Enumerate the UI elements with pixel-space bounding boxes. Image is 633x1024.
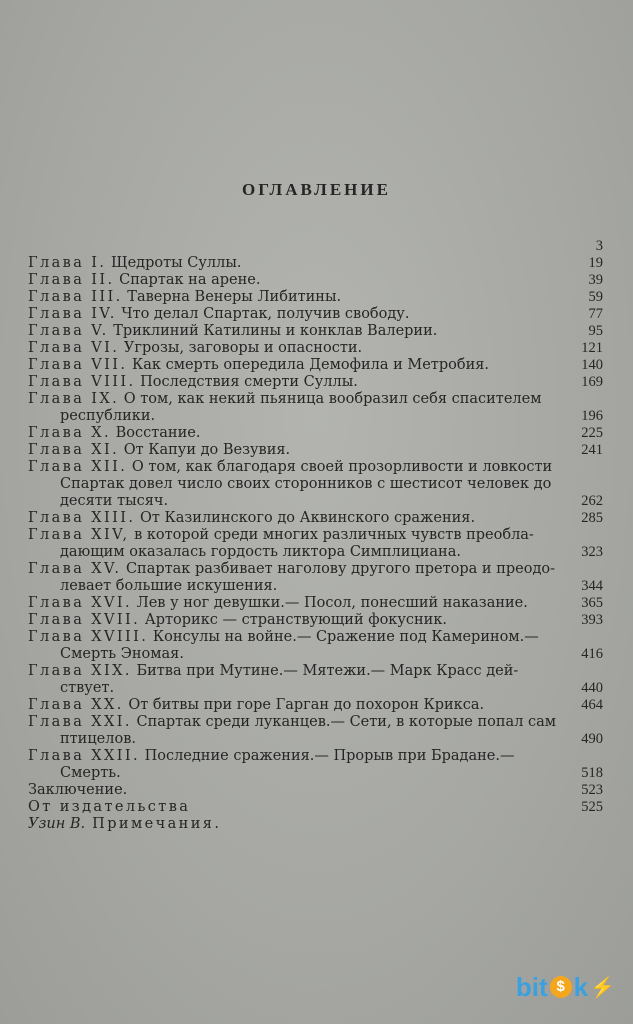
chapter-title: Лев у ног девушки.— Посол, понесший наказание. — [132, 595, 528, 611]
toc-entry — [28, 714, 603, 731]
chapter-label: Глава XV. — [28, 561, 122, 577]
chapter-title: птицелов. — [60, 731, 136, 747]
page-number: 344 — [581, 578, 603, 594]
chapter-title: Заключение. — [28, 782, 128, 798]
page-number: 490 — [581, 731, 603, 747]
toc-entry-title — [28, 748, 514, 765]
toc-entry-title — [60, 646, 184, 663]
chapter-title: Что делал Спартак, получив свободу. — [116, 306, 410, 322]
page-number: 121 — [581, 340, 603, 356]
chapter-title: Смерть. — [60, 765, 121, 781]
toc-entry-title — [28, 816, 221, 833]
page-number: 241 — [581, 442, 603, 458]
chapter-title: левает большие искушения. — [60, 578, 278, 594]
page-number: 39 — [588, 272, 603, 288]
toc-entry — [28, 306, 603, 323]
chapter-title: Восстание. — [111, 425, 201, 441]
toc-entry-title — [28, 323, 437, 340]
toc-entry — [28, 748, 603, 765]
chapter-title: Смерть Эномая. — [60, 646, 184, 662]
toc-entry — [28, 357, 603, 374]
toc-entry-title — [28, 459, 552, 476]
chapter-label: Глава XIV, — [28, 527, 130, 543]
watermark-text-start: bit — [515, 971, 548, 1002]
toc-entry — [28, 255, 603, 272]
chapter-title: Битва при Мутине.— Мятежи.— Марк Красс дей- — [131, 663, 519, 679]
toc-entry-title — [60, 408, 155, 425]
chapter-title: Щедроты Суллы. — [106, 255, 242, 271]
chapter-label: Глава I. — [28, 255, 107, 271]
toc-entry — [28, 238, 603, 255]
toc-entry-title — [28, 425, 200, 442]
toc-entry — [28, 527, 603, 544]
toc-entry-title — [28, 561, 555, 578]
toc-entry-title — [28, 527, 534, 544]
chapter-title: дающим оказалась гордость ликтора Симплициана. — [60, 544, 461, 560]
watermark-logo — [516, 972, 615, 1002]
chapter-title: Спартак довел число своих сторонников с шестисот человек до — [60, 476, 552, 492]
chapter-title: Спартак на арене. — [114, 272, 261, 288]
chapter-title: От Капуи до Везувия. — [119, 442, 291, 458]
toc-entry — [28, 612, 603, 629]
toc-entry-title — [28, 782, 127, 799]
chapter-label: Глава XVIII. — [28, 629, 149, 645]
page-number: 525 — [581, 799, 603, 815]
watermark-text-end: k — [573, 971, 589, 1002]
chapter-title: От битвы при горе Гарган до похорон Крикса. — [123, 697, 485, 713]
chapter-title: ствует. — [60, 680, 115, 696]
page-number: 225 — [581, 425, 603, 441]
chapter-label: От издательства — [28, 799, 191, 815]
toc-entry — [28, 680, 603, 697]
toc-entry — [28, 629, 603, 646]
chapter-label: Глава XII. — [28, 459, 128, 475]
chapter-label: Глава XVII. — [28, 612, 141, 628]
chapter-label: Глава XIII. — [28, 510, 136, 526]
toc-entry — [28, 476, 603, 493]
chapter-title: десяти тысяч. — [60, 493, 169, 509]
chapter-title: Триклиний Катилины и конклав Валерии. — [108, 323, 438, 339]
chapter-label: Глава V. — [28, 323, 109, 339]
page-number: 19 — [588, 255, 603, 271]
chapter-label: Глава XXI. — [28, 714, 132, 730]
toc-entry — [28, 323, 603, 340]
toc-entry — [28, 442, 603, 459]
toc-entry-title — [60, 765, 121, 782]
chapter-title: республики. — [60, 408, 156, 424]
page-number: 323 — [581, 544, 603, 560]
toc-entry — [28, 578, 603, 595]
toc-entry — [28, 544, 603, 561]
toc-entry — [28, 272, 603, 289]
author-name: Узин В. — [28, 816, 86, 832]
toc-entry-title — [28, 255, 241, 272]
coin-icon: $ — [550, 976, 572, 998]
page-number: 59 — [588, 289, 603, 305]
toc-entry — [28, 340, 603, 357]
toc-entry-title — [60, 493, 168, 510]
page-title: ОГЛАВЛЕНИЕ — [242, 180, 391, 199]
toc-entry — [28, 391, 603, 408]
toc-entry-title — [28, 697, 484, 714]
chapter-title: Угрозы, заговоры и опасности. — [119, 340, 363, 356]
table-of-contents — [28, 238, 603, 833]
chapter-label: Глава VI. — [28, 340, 120, 356]
toc-entry — [28, 646, 603, 663]
page-number: 95 — [588, 323, 603, 339]
chapter-title: Арторикс — странствующий фокусник. — [140, 612, 448, 628]
chapter-title: О том, как некий пьяница вообразил себя спасителем — [119, 391, 542, 407]
chapter-label: Примечания. — [85, 816, 222, 832]
chapter-title: Консулы на войне.— Сражение под Камерином.— — [148, 629, 539, 645]
page-number: 464 — [581, 697, 603, 713]
chapter-label: Глава XI. — [28, 442, 120, 458]
chapter-label: Глава II. — [28, 272, 115, 288]
toc-entry — [28, 374, 603, 391]
toc-entry — [28, 425, 603, 442]
chapter-label: Глава VIII. — [28, 374, 136, 390]
toc-entry — [28, 782, 603, 799]
page-number: 262 — [581, 493, 603, 509]
chapter-title: От Казилинского до Аквинского сражения. — [135, 510, 476, 526]
chapter-label: Глава IV. — [28, 306, 117, 322]
toc-entry-title — [28, 442, 290, 459]
toc-entry-title — [28, 629, 539, 646]
chapter-label: Глава XX. — [28, 697, 124, 713]
toc-entry-title — [28, 340, 362, 357]
page-number: 140 — [581, 357, 603, 373]
toc-entry-title — [28, 357, 489, 374]
page-number: 285 — [581, 510, 603, 526]
toc-entry — [28, 731, 603, 748]
toc-entry — [28, 459, 603, 476]
toc-entry-title — [28, 289, 341, 306]
toc-entry-title — [28, 306, 409, 323]
page-number: 3 — [595, 238, 603, 254]
toc-entry — [28, 561, 603, 578]
toc-entry-title — [28, 663, 518, 680]
page-number: 77 — [588, 306, 603, 322]
chapter-title: Спартак среди луканцев.— Сети, в которые попал сам — [131, 714, 557, 730]
page-number: 523 — [581, 782, 603, 798]
chapter-title: в которой среди многих различных чувств преобла- — [129, 527, 534, 543]
page-number: 518 — [581, 765, 603, 781]
chapter-title: Таверна Венеры Либитины. — [122, 289, 342, 305]
page-number: 393 — [581, 612, 603, 628]
page-number: 196 — [581, 408, 603, 424]
chapter-title: Последние сражения.— Прорыв при Брадане.— — [139, 748, 515, 764]
chapter-title: Спартак разбивает наголову другого претора и преодо- — [121, 561, 556, 577]
lightning-icon: ⚡ — [590, 976, 615, 999]
page-number: 440 — [581, 680, 603, 696]
toc-entry — [28, 289, 603, 306]
toc-entry — [28, 408, 603, 425]
page-number: 169 — [581, 374, 603, 390]
toc-entry-title — [28, 374, 358, 391]
toc-entry-title — [60, 476, 551, 493]
toc-entry — [28, 765, 603, 782]
toc-entry — [28, 510, 603, 527]
chapter-label: Глава XXII. — [28, 748, 140, 764]
chapter-title: О том, как благодаря своей прозорливости и ловкости — [127, 459, 553, 475]
chapter-label: Глава X. — [28, 425, 112, 441]
toc-entry-title — [28, 510, 475, 527]
chapter-title: Как смерть опередила Демофила и Метробия. — [127, 357, 489, 373]
chapter-label: Глава III. — [28, 289, 123, 305]
toc-entry — [28, 595, 603, 612]
toc-entry-title — [28, 799, 190, 816]
chapter-label: Глава IX. — [28, 391, 120, 407]
toc-entry-title — [28, 272, 260, 289]
page-number: 365 — [581, 595, 603, 611]
chapter-label: Глава XIX. — [28, 663, 132, 679]
toc-entry — [28, 799, 603, 816]
toc-entry-title — [28, 612, 447, 629]
toc-entry — [28, 663, 603, 680]
chapter-label: Глава XVI. — [28, 595, 133, 611]
chapter-label: Глава VII. — [28, 357, 128, 373]
toc-entry — [28, 816, 603, 833]
toc-entry-title — [28, 714, 556, 731]
toc-entry-title — [60, 731, 136, 748]
toc-entry-title — [60, 578, 277, 595]
toc-entry-title — [60, 680, 114, 697]
toc-entry — [28, 697, 603, 714]
toc-entry — [28, 493, 603, 510]
page-number: 416 — [581, 646, 603, 662]
toc-entry-title — [28, 595, 528, 612]
chapter-title: Последствия смерти Суллы. — [135, 374, 358, 390]
toc-entry-title — [60, 544, 461, 561]
toc-entry-title — [28, 391, 541, 408]
